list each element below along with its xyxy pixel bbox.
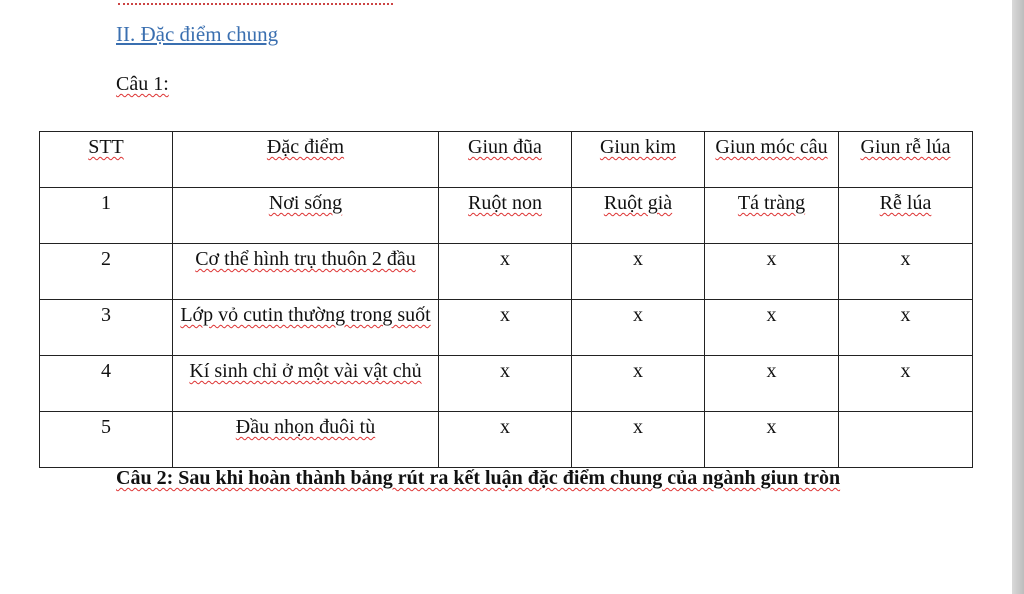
table-cell: x <box>439 356 572 412</box>
table-cell: x <box>439 244 572 300</box>
table-cell: Lớp vỏ cutin thường trong suốt <box>173 300 439 356</box>
table-cell: x <box>705 412 839 468</box>
table-cell: Tá tràng <box>705 188 839 244</box>
table-cell: x <box>572 356 705 412</box>
section-heading: II. Đặc điểm chung <box>116 22 279 46</box>
table-cell: x <box>705 356 839 412</box>
table-cell: 3 <box>40 300 173 356</box>
table-row <box>40 244 973 300</box>
table-cell: 1 <box>40 188 173 244</box>
table-row <box>40 412 973 468</box>
header-giun-re-lua: Giun rễ lúa <box>839 132 973 188</box>
table-cell: 2 <box>40 244 173 300</box>
header-characteristic: Đặc điểm <box>173 132 439 188</box>
table-cell: Rễ lúa <box>839 188 973 244</box>
table-cell: 5 <box>40 412 173 468</box>
table-cell: x <box>839 356 973 412</box>
table-cell: x <box>705 244 839 300</box>
table-cell: Đầu nhọn đuôi tù <box>173 412 439 468</box>
table-cell: Ruột non <box>439 188 572 244</box>
table-header-row <box>40 132 973 188</box>
table-row <box>40 356 973 412</box>
table-cell: x <box>572 300 705 356</box>
characteristics-table <box>39 131 973 468</box>
table-cell: x <box>572 412 705 468</box>
table-cell: x <box>572 244 705 300</box>
question-1-label: Câu 1: <box>116 73 169 95</box>
table-cell: x <box>839 244 973 300</box>
table-cell: x <box>439 300 572 356</box>
header-giun-moc-cau: Giun móc câu <box>705 132 839 188</box>
header-giun-kim: Giun kim <box>572 132 705 188</box>
table-cell: Nơi sống <box>173 188 439 244</box>
table-cell: x <box>705 300 839 356</box>
table-row <box>40 300 973 356</box>
header-giun-dua: Giun đũa <box>439 132 572 188</box>
cropped-text-line <box>118 0 393 5</box>
table-cell: Ruột già <box>572 188 705 244</box>
table-cell: x <box>439 412 572 468</box>
table-row <box>40 188 973 244</box>
table-cell: Kí sinh chỉ ở một vài vật chủ <box>173 356 439 412</box>
table-cell: 4 <box>40 356 173 412</box>
table-cell: Cơ thể hình trụ thuôn 2 đầu <box>173 244 439 300</box>
table-cell <box>839 412 973 468</box>
question-2-text: Câu 2: Sau khi hoàn thành bảng rút ra kết luận đặc điểm chung của ngành giun tròn <box>116 467 841 489</box>
table-cell: x <box>839 300 973 356</box>
header-stt: STT <box>40 132 173 188</box>
page-edge-shadow <box>1012 0 1024 594</box>
